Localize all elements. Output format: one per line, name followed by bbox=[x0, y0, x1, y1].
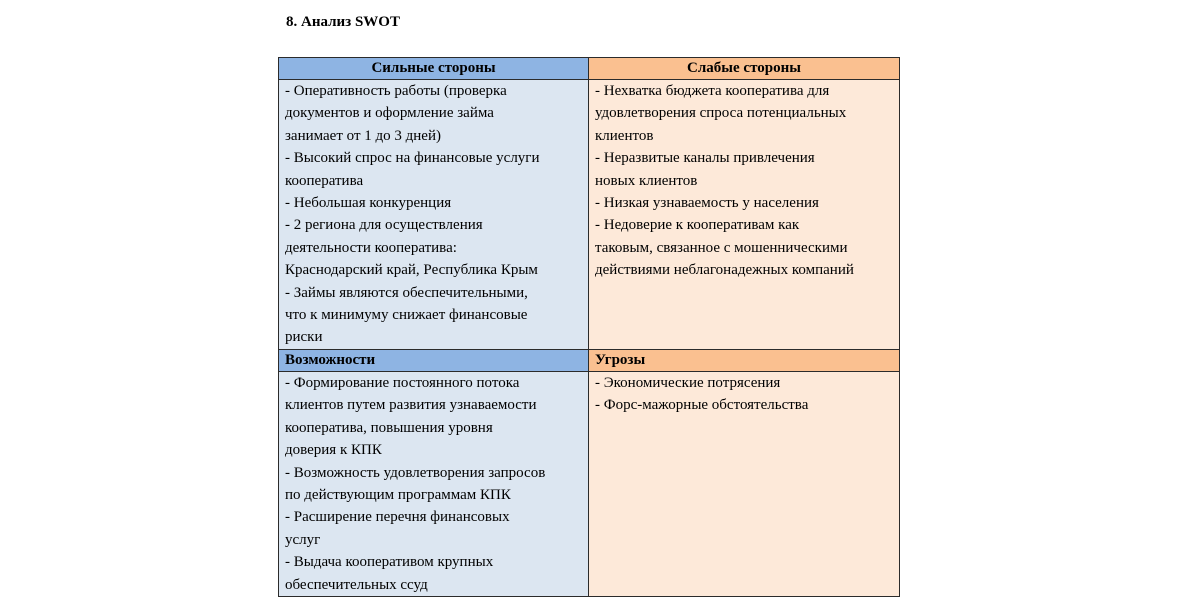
swot-header-row-bottom bbox=[279, 349, 900, 371]
strength-line: кооператива bbox=[285, 172, 364, 189]
strength-line: - Небольшая конкуренция bbox=[285, 195, 452, 212]
strength-line: - Высокий спрос на финансовые услуги bbox=[285, 150, 540, 167]
weakness-line: новых клиентов bbox=[595, 172, 698, 189]
opportunity-line: - Возможность удовлетворения запросов bbox=[285, 464, 546, 481]
opportunity-line: услуг bbox=[285, 531, 321, 548]
weaknesses-header: Слабые стороны bbox=[589, 58, 900, 80]
opportunity-line: - Расширение перечня финансовых bbox=[285, 509, 510, 526]
opportunity-line: - Формирование постоянного потока bbox=[285, 374, 520, 391]
strength-line: - Займы являются обеспечительными, bbox=[285, 284, 528, 301]
threat-line: - Форс-мажорные обстоятельства bbox=[595, 397, 809, 414]
weakness-line: - Недоверие к кооперативам как bbox=[595, 217, 800, 234]
strength-line: что к минимуму снижает финансовые bbox=[285, 307, 528, 324]
opportunity-line: кооператива, повышения уровня bbox=[285, 419, 493, 436]
threats-cell bbox=[589, 371, 900, 596]
strength-line: Краснодарский край, Республика Крым bbox=[285, 262, 538, 279]
strength-line: - 2 региона для осуществления bbox=[285, 217, 483, 234]
swot-header-row-top bbox=[279, 58, 900, 80]
swot-body-row-bottom bbox=[279, 371, 900, 596]
strength-line: риски bbox=[285, 329, 323, 346]
weakness-line: - Нехватка бюджета кооператива для bbox=[595, 83, 830, 99]
opportunity-line: доверия к КПК bbox=[285, 442, 382, 459]
opportunity-line: клиентов путем развития узнаваемости bbox=[285, 397, 537, 414]
strength-line: - Оперативность работы (проверка bbox=[285, 83, 507, 99]
strength-line: занимает от 1 до 3 дней) bbox=[285, 127, 441, 144]
weakness-line: удовлетворения спроса потенциальных bbox=[595, 105, 847, 122]
weakness-line: действиями неблагонадежных компаний bbox=[595, 262, 854, 279]
weakness-line: - Низкая узнаваемость у населения bbox=[595, 195, 819, 212]
threat-line: - Экономические потрясения bbox=[595, 374, 781, 391]
strengths-cell bbox=[279, 80, 589, 350]
weakness-line: клиентов bbox=[595, 127, 654, 144]
opportunity-line: - Выдача кооперативом крупных bbox=[285, 554, 494, 571]
weaknesses-cell bbox=[589, 80, 900, 350]
opportunity-line: обеспечительных ссуд bbox=[285, 576, 428, 593]
opportunities-cell bbox=[279, 371, 589, 596]
strength-line: документов и оформление займа bbox=[285, 105, 494, 122]
swot-table bbox=[278, 57, 900, 597]
strength-line: деятельности кооператива: bbox=[285, 239, 457, 256]
threats-header: Угрозы bbox=[589, 349, 900, 371]
strengths-header: Сильные стороны bbox=[279, 58, 589, 80]
weakness-line: таковым, связанное с мошенническими bbox=[595, 239, 848, 256]
weakness-line: - Неразвитые каналы привлечения bbox=[595, 150, 815, 167]
swot-body-row-top bbox=[279, 80, 900, 350]
opportunity-line: по действующим программам КПК bbox=[285, 486, 511, 503]
section-heading: 8. Анализ SWOT bbox=[286, 14, 400, 30]
opportunities-header: Возможности bbox=[279, 349, 589, 371]
